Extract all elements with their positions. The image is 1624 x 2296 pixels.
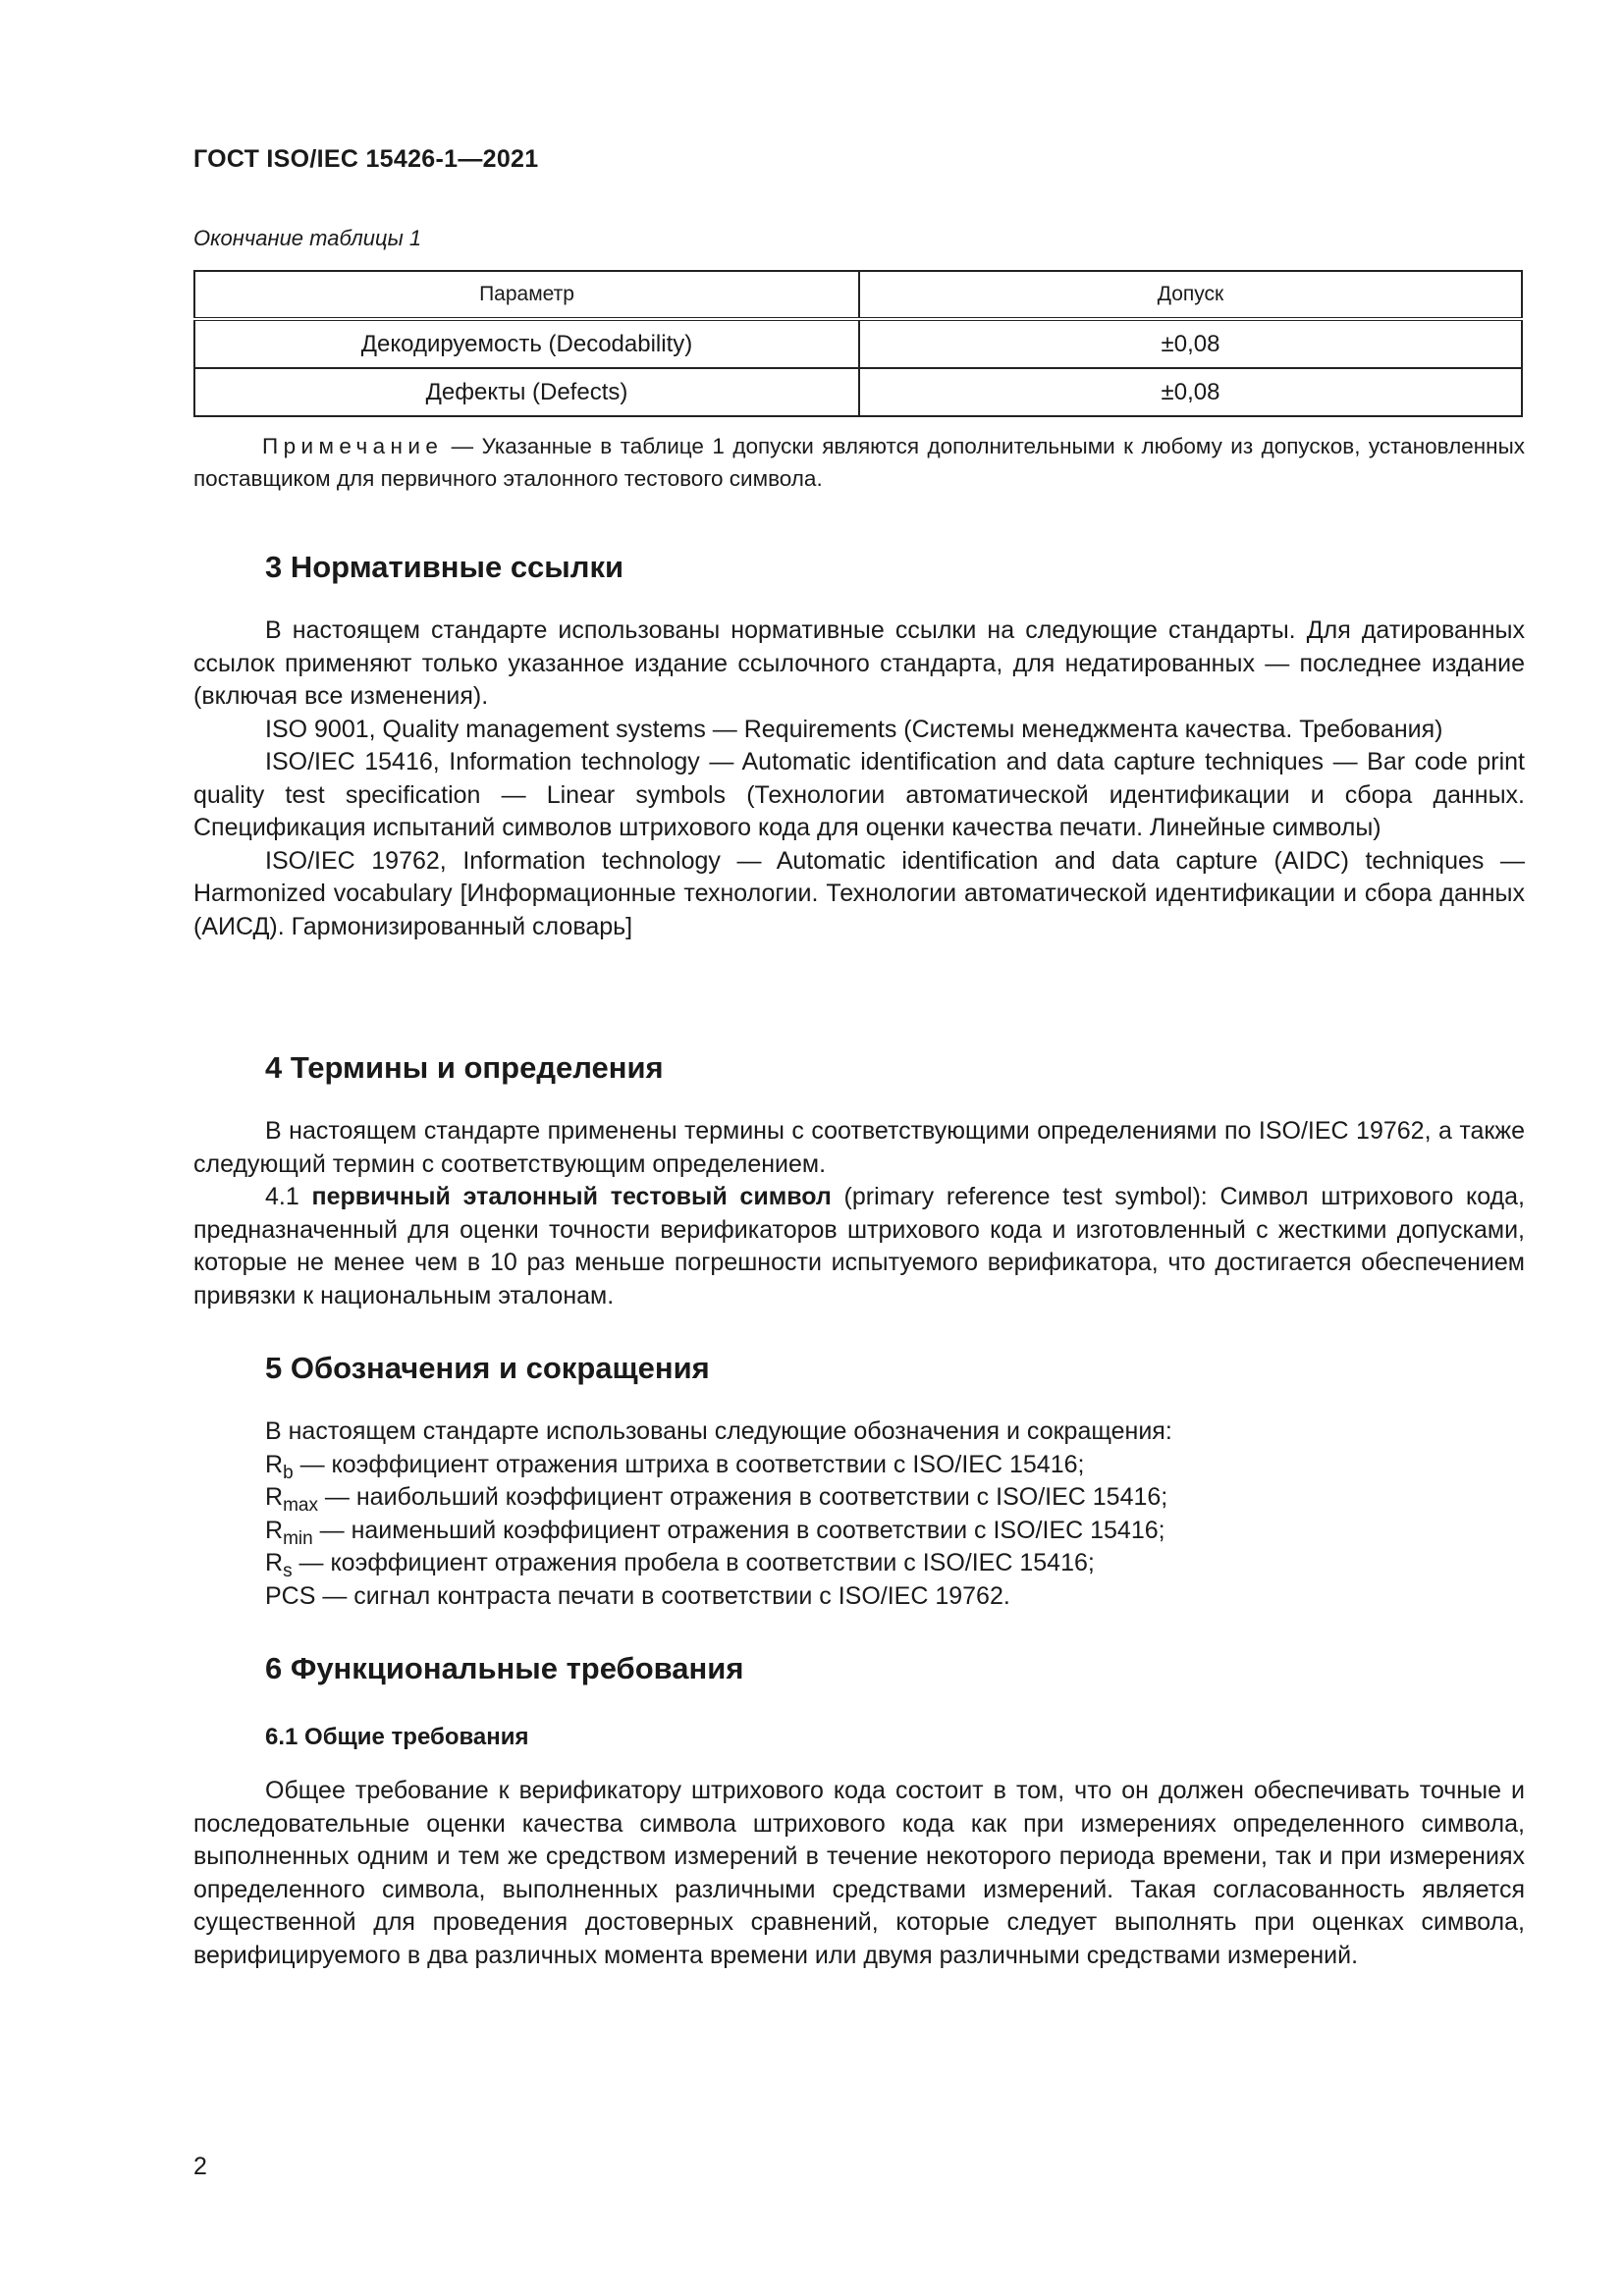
table-row <box>194 319 1522 368</box>
table-cell-tolerance: ±0,08 <box>859 368 1522 416</box>
table-note <box>193 430 1525 495</box>
reference-item: ISO/IEC 19762, Information technology — Automatic identification and data capture (AIDC) techniques — Harmonized vocabulary [Информационные технологии. Технологии автоматической идентификации и сбора данных (АИСД). Гармонизированный словарь] <box>193 846 1525 940</box>
table-caption: Окончание таблицы 1 <box>193 226 422 250</box>
paragraph: В настоящем стандарте применены термины с соответствующими определениями по ISO/IEC 19762, а также следующий термин с соответствующим определением. <box>193 1117 1525 1178</box>
note-label: Примечание <box>262 434 444 458</box>
section-title: 6 Функциональные требования <box>265 1651 744 1685</box>
subsection-title: 6.1 Общие требования <box>265 1724 529 1750</box>
term-definition <box>193 1181 1525 1312</box>
symbol-item: $R_{max}$ — наибольший коэффициент отражения в соответствии с ISO/IEC 15416; <box>265 1483 1168 1516</box>
column-header-tolerance: Допуск <box>859 271 1522 319</box>
section-title: 5 Обозначения и сокращения <box>265 1351 710 1385</box>
note-text: — Указанные в таблице 1 допуски являются дополнительными к любому из допусков, установленных поставщиком для первичного эталонного тестового символа. <box>193 434 1525 491</box>
section-title: 3 Нормативные ссылки <box>265 550 624 584</box>
term-text: (primary reference test symbol): Символ штрихового кода, предназначенный для оценки точности верификаторов штрихового кода и изготовленный с жесткими допусками, которые не менее чем в 10 раз меньше погрешности испытуемого верификатора, что достигается обеспечением привязки к национальным эталонам. <box>193 1183 1525 1309</box>
section-symbols-abbreviations <box>193 1349 1525 1613</box>
paragraph: Общее требование к верификатору штрихового кода состоит в том, что он должен обеспечивать точные и последовательные оценки качества символа штрихового кода как при измерениях определенного символа, выполненных одним и тем же средством измерений в течение некоторого периода времени, так и при измерениях определенного символа, выполненных различными средствами измерений. Такая согласованность является существенной для проведения достоверных сравнений, которые следует выполнять при оценках символа, верифицируемого в два различных момента времени или двумя различными средствами измерений. <box>193 1777 1525 1969</box>
section-terms-definitions <box>193 1048 1525 1312</box>
paragraph: В настоящем стандарте использованы следующие обозначения и сокращения: <box>265 1417 1172 1445</box>
table-cell-tolerance: ±0,08 <box>859 319 1522 368</box>
symbol-item: $R_s$ — коэффициент отражения пробела в соответствии с ISO/IEC 15416; <box>265 1549 1095 1581</box>
symbol-item: $R_b$ — коэффициент отражения штриха в соответствии с ISO/IEC 15416; <box>265 1450 1085 1483</box>
term-name: первичный эталонный тестовый символ <box>311 1183 832 1210</box>
column-header-parameter: Параметр <box>194 271 859 319</box>
term-number: 4.1 <box>265 1183 299 1210</box>
table-row <box>194 368 1522 416</box>
table-header-row <box>194 271 1522 319</box>
section-functional-requirements <box>193 1649 1525 1972</box>
symbol-item: $R_{min}$ — наименьший коэффициент отражения в соответствии с ISO/IEC 15416; <box>265 1516 1165 1549</box>
section-title: 4 Термины и определения <box>265 1050 664 1085</box>
table-cell-parameter: Декодируемость (Decodability) <box>194 319 859 368</box>
tolerance-table <box>193 270 1523 417</box>
section-normative-references <box>193 548 1525 943</box>
page-number: 2 <box>193 2153 207 2180</box>
table-cell-parameter: Дефекты (Defects) <box>194 368 859 416</box>
reference-item: ISO/IEC 15416, Information technology — Automatic identification and data capture techniques — Bar code print quality test specification — Linear symbols (Технологии автоматической идентификации и сбора данных. Спецификация испытаний символов штрихового кода для оценки качества печати. Линейные символы) <box>193 748 1525 841</box>
document-code-header: ГОСТ ISO/IEC 15426-1—2021 <box>193 145 539 173</box>
symbol-item: PCS — сигнал контраста печати в соответствии с ISO/IEC 19762. <box>265 1581 1010 1610</box>
reference-item: ISO 9001, Quality management systems — Requirements (Системы менеджмента качества. Требования) <box>265 715 1443 743</box>
paragraph: В настоящем стандарте использованы нормативные ссылки на следующие стандарты. Для датированных ссылок применяют только указанное издание ссылочного стандарта, для недатированных — последнее издание (включая все изменения). <box>193 616 1525 710</box>
